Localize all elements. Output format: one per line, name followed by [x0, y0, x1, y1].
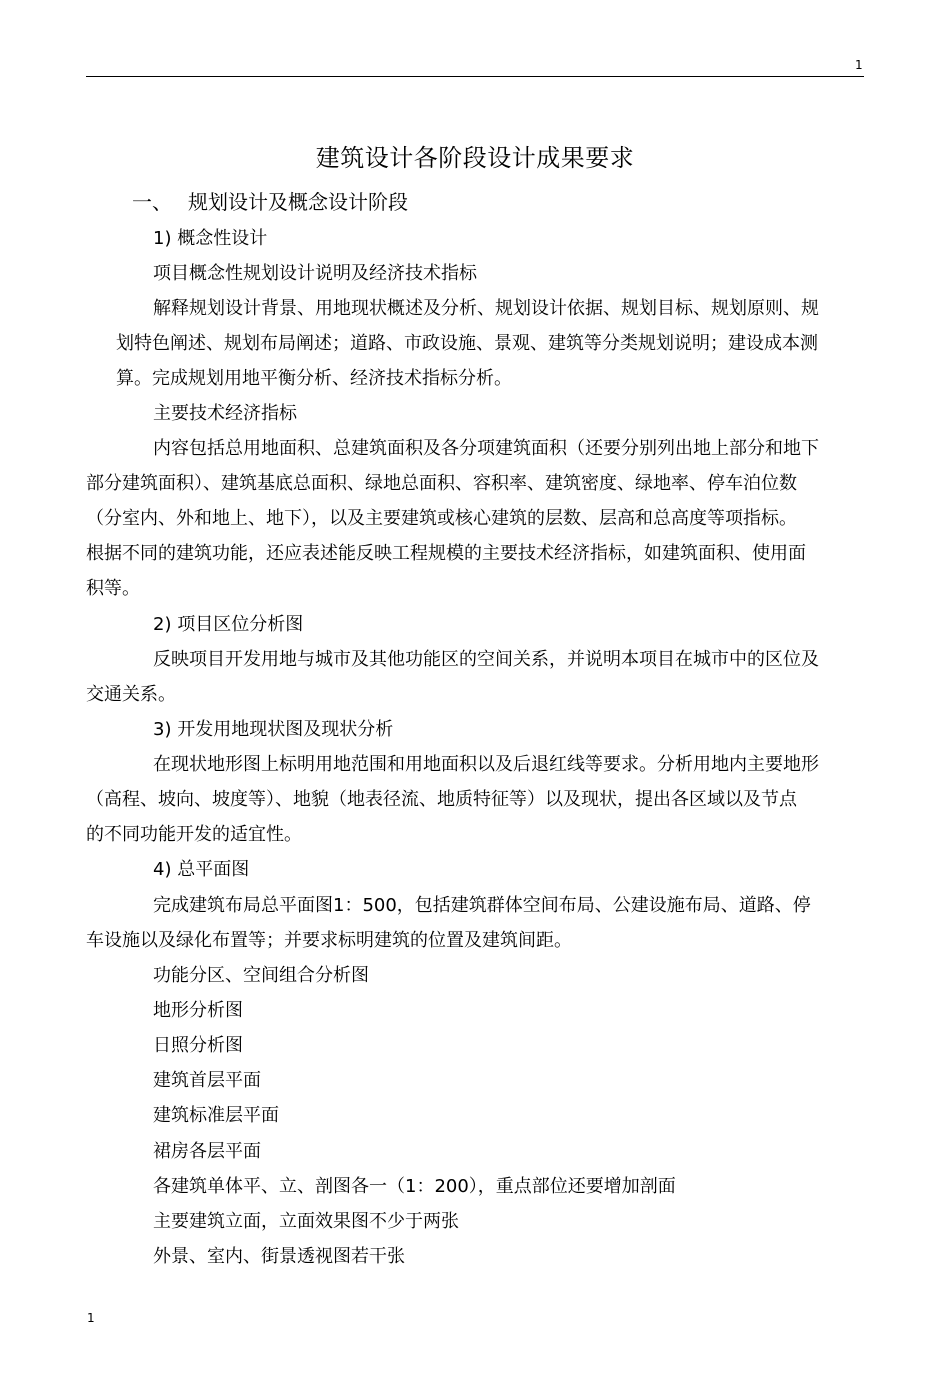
paragraph-line: 的不同功能开发的适宜性。 [86, 824, 302, 845]
subheading-location-analysis: 2) 项目区位分析图 [153, 614, 304, 635]
paragraph-line: （分室内、外和地上、地下），以及主要建筑或核心建筑的层数、层高和总高度等项指标。 [86, 508, 797, 529]
paragraph-line: 积等。 [86, 578, 140, 599]
paragraph-line: 反映项目开发用地与城市及其他功能区的空间关系，并说明本项目在城市中的区位及 [153, 649, 819, 670]
paragraph-line: 部分建筑面积）、建筑基底总面积、绿地总面积、容积率、建筑密度、绿地率、停车泊位数 [86, 473, 797, 494]
document-title: 建筑设计各阶段设计成果要求 [315, 144, 635, 172]
paragraph-line: 解释规划设计背景、用地现状概述及分析、规划设计依据、规划目标、规划原则、规 [153, 298, 819, 319]
section-number: 一、 [132, 190, 172, 214]
list-item: 裙房各层平面 [153, 1141, 261, 1162]
paragraph-line: 算。完成规划用地平衡分析、经济技术指标分析。 [116, 368, 512, 389]
list-item: 日照分析图 [153, 1035, 243, 1056]
paragraph-line: 根据不同的建筑功能，还应表述能反映工程规模的主要技术经济指标，如建筑面积、使用面 [86, 543, 806, 564]
subheading-concept-design: 1) 概念性设计 [153, 228, 268, 249]
list-item: 建筑标准层平面 [153, 1105, 279, 1126]
paragraph-line: 交通关系。 [86, 684, 176, 705]
footer-page-number: 1 [87, 1311, 95, 1325]
section-heading [132, 186, 408, 215]
list-item: 各建筑单体平、立、剖图各一（1：200），重点部位还要增加剖面 [153, 1176, 676, 1197]
paragraph-line: 车设施以及绿化布置等；并要求标明建筑的位置及建筑间距。 [86, 930, 572, 951]
subheading-site-status: 3) 开发用地现状图及现状分析 [153, 719, 394, 740]
paragraph-line: 主要技术经济指标 [153, 403, 297, 424]
subheading-site-plan: 4) 总平面图 [153, 859, 250, 880]
list-item: 地形分析图 [153, 1000, 243, 1021]
section-title: 规划设计及概念设计阶段 [188, 190, 408, 214]
paragraph-line: 项目概念性规划设计说明及经济技术指标 [153, 263, 477, 284]
paragraph-line: 划特色阐述、规划布局阐述；道路、市政设施、景观、建筑等分类规划说明；建设成本测 [116, 333, 818, 354]
header-rule [86, 76, 864, 77]
paragraph-line: 内容包括总用地面积、总建筑面积及各分项建筑面积（还要分别列出地上部分和地下 [153, 438, 819, 459]
list-item: 主要建筑立面，立面效果图不少于两张 [153, 1211, 459, 1232]
paragraph-line: 在现状地形图上标明用地范围和用地面积以及后退红线等要求。分析用地内主要地形 [153, 754, 819, 775]
list-item: 功能分区、空间组合分析图 [153, 965, 369, 986]
paragraph-line: （高程、坡向、坡度等）、地貌（地表径流、地质特征等）以及现状，提出各区域以及节点 [86, 789, 797, 810]
list-item: 建筑首层平面 [153, 1070, 261, 1091]
paragraph-line: 完成建筑布局总平面图1：500，包括建筑群体空间布局、公建设施布局、道路、停 [153, 895, 811, 916]
list-item: 外景、室内、街景透视图若干张 [153, 1246, 405, 1267]
header-page-number: 1 [855, 58, 863, 72]
